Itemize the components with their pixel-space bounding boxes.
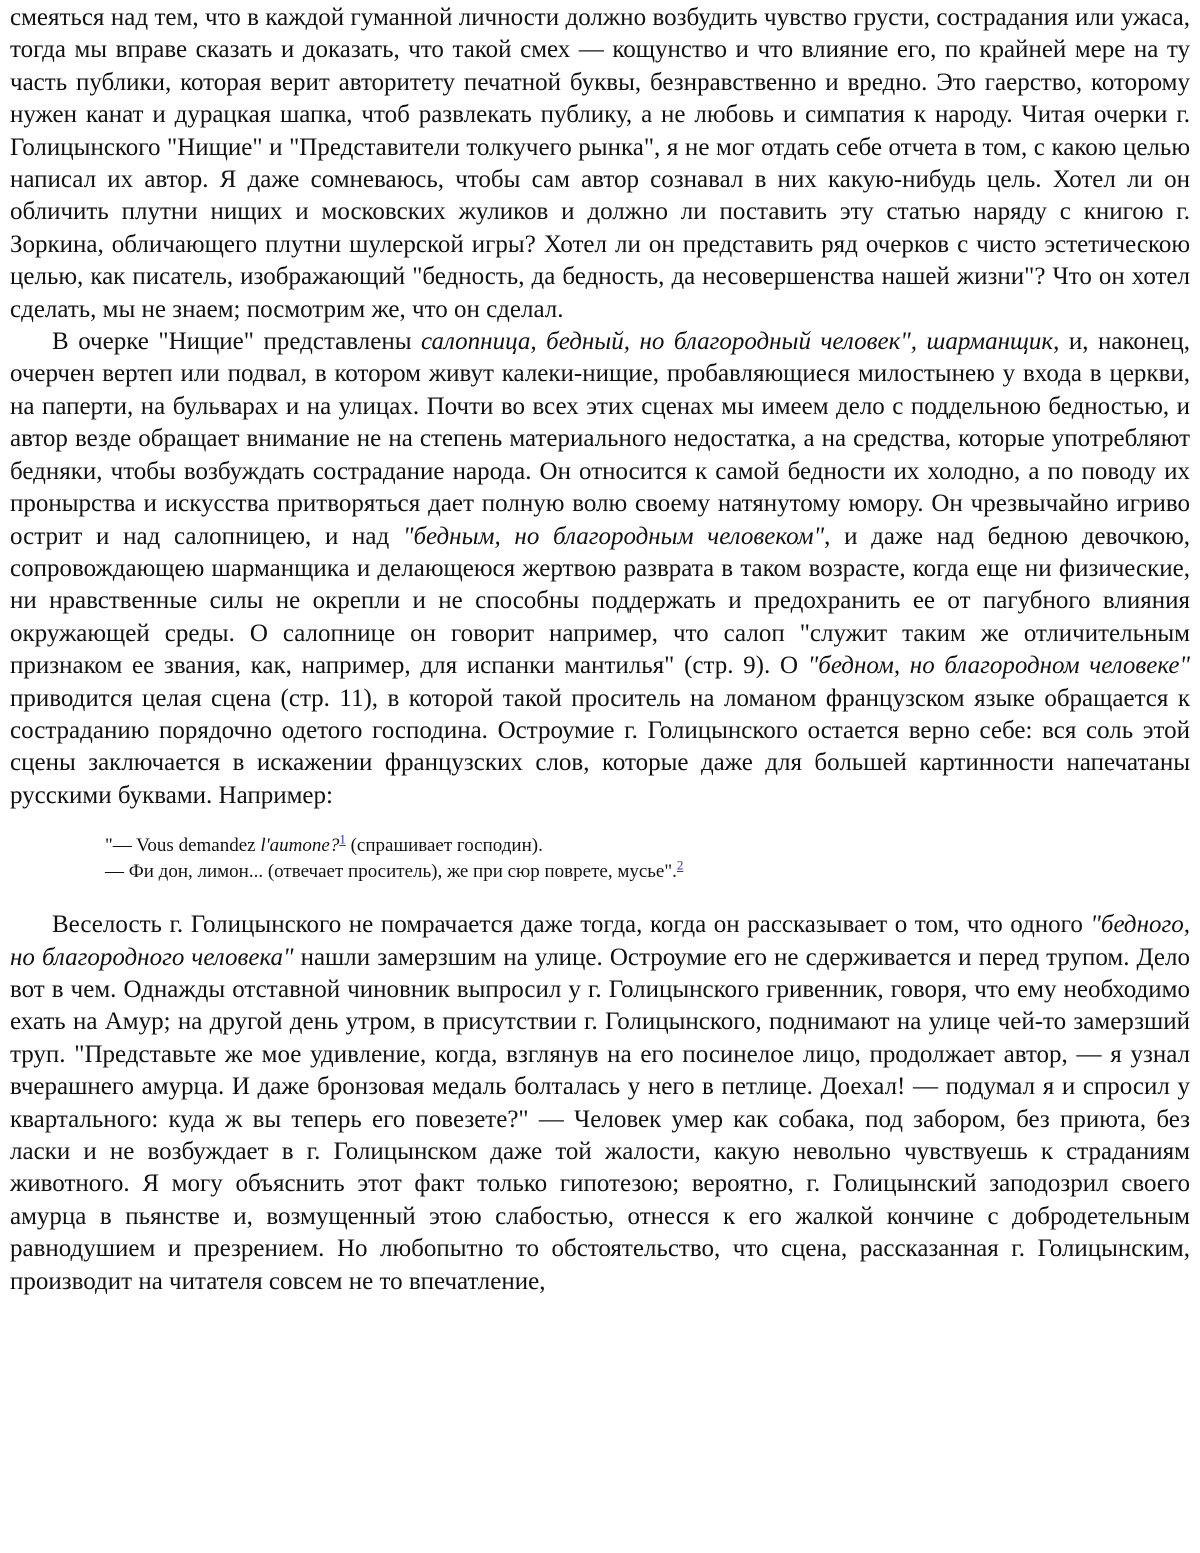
footnote-2-link[interactable]: 2 — [676, 857, 684, 873]
paragraph-3-text-2: нашли замерзшим на улице. Остроумие его не сдерживается и перед трупом. Дело вот в чем. Однажды отставной чиновник выпросил у г. Голицынского гривенник, говоря, что ему необходимо ехать на Амур; на другой день утром, в присутствии г. Голицынского, поднимают на улице чей-то замерзший труп. "Представьте же мое удивление, когда, взглянув на его посинелое лицо, продолжает автор, — я узнал вчерашнего амурца. И даже бронзовая медаль болталась у него в петлице. Доехал! — подумал я и спросил у квартального: куда ж вы теперь его повезете?" — Человек умер как собака, под забором, без приюта, без ласки и не возбуждает в г. Голицынском даже той жалости, какую невольно чувствуешь к страданиям животного. Я могу объяснить этот факт только гипотезою; вероятно, г. Голицынский заподозрил своего амурца в пьянстве и, возмущенный этою слабостью, отнесся к его жалкой кончине с добродетельным равнодушием и презрением. Но любопытно то обстоятельство, что сцена, рассказанная г. Голицынским, производит на читателя совсем не то впечатление, — [10, 943, 1190, 1295]
paragraph-3-text-1: Веселость г. Голицынского не помрачается даже тогда, когда он рассказывает о том, что одного — [52, 911, 1091, 939]
paragraph-2-text-1: В очерке "Нищие" представлены — [52, 328, 422, 356]
quote-line-1 — [105, 833, 1190, 859]
quote-line-2-text: — Фи дон, лимон... (отвечает проситель), же при сюр поврете, мусье". — [105, 861, 677, 883]
paragraph-2-italic-2: "бедным, но благородным человеком" — [402, 522, 825, 550]
dialogue-quote — [105, 833, 1190, 885]
paragraph-2 — [10, 326, 1190, 812]
quote-line-1-start: "— Vous demandez — [105, 835, 261, 857]
paragraph-2-text-2: , и, наконец, очерчен вертеп или подвал, в котором живут калеки-нищие, пробавляющиеся милостынею у входа в церкви, на паперти, на бульварах и на улицах. Почти во всех этих сценах мы имеем дело с поддельною бедностью, и автор везде обращает внимание не на степень материального недостатка, а на средства, которые употребляют бедняки, чтобы возбуждать сострадание народа. Он относится к самой бедности их холодно, а по поводу их пронырства и искусства притворяться дает полную волю своему натянутому юмору. Он чрезвычайно игриво острит и над салопницею, и над — [10, 328, 1190, 550]
footnote-2-ref — [677, 858, 684, 873]
quote-line-1-italic: l'aumone? — [260, 835, 340, 857]
paragraph-2-text-3: , и даже над бедною девочкою, сопровождающею шарманщика и делающеюся жертвою разврата в таком возрасте, когда еще ни физические, ни нравственные силы не окрепли и не способны поддержать и предохранить ее от пагубного влияния окружающей среды. О салопнице он говорит например, что салоп "служит таким же отличительным признаком ее звания, как, например, для испанки мантилья" (стр. 9). О — [10, 522, 1190, 680]
quote-line-1-end: (спрашивает господин). — [345, 835, 543, 857]
paragraph-3 — [10, 909, 1190, 1298]
footnote-1-link[interactable]: 1 — [339, 831, 346, 847]
paragraph-1: смеяться над тем, что в каждой гуманной личности должно возбудить чувство грусти, сострадания или ужаса, тогда мы вправе сказать и доказать, что такой смех — кощунство и что влияние его, по крайней мере на ту часть публики, которая верит авторитету печатной буквы, безнравственно и вредно. Это гаерство, которому нужен канат и дурацкая шапка, чтоб развлекать публику, а не любовь и симпатия к народу. Читая очерки г. Голицынского "Нищие" и "Представители толкучего рынка", я не мог отдать себе отчета в том, с какою целью написал их автор. Я даже сомневаюсь, чтобы сам автор сознавал в них какую-нибудь цель. Хотел ли он обличить плутни нищих и московских жуликов и должно ли поставить эту статью наряду с книгою г. Зоркина, обличающего плутни шулерской игры? Хотел ли он представить ряд очерков с чисто эстетическою целью, как писатель, изображающий "бедность, да бедность, да несовершенства нашей жизни"? Что он хотел сделать, мы не знаем; посмотрим же, что он сделал. — [10, 4, 1190, 323]
paragraph-2-italic-1: салопница, бедный, но благородный человек", шарманщик — [421, 328, 1054, 356]
paragraph-3-italic-1: "бедного, но благородного человека" — [10, 911, 1190, 971]
paragraph-2-text-4: приводится целая сцена (стр. 11), в которой такой проситель на ломаном французском языке обращается к состраданию порядочно одетого господина. Остроумие г. Голицынского остается верно себе: вся соль этой сцены заключается в искажении французских слов, которые даже для большей картинности напечатаны русскими буквами. Например: — [10, 684, 1190, 809]
quote-line-2 — [105, 859, 1190, 885]
paragraph-2-italic-3: "бедном, но благородном человеке" — [807, 652, 1190, 680]
